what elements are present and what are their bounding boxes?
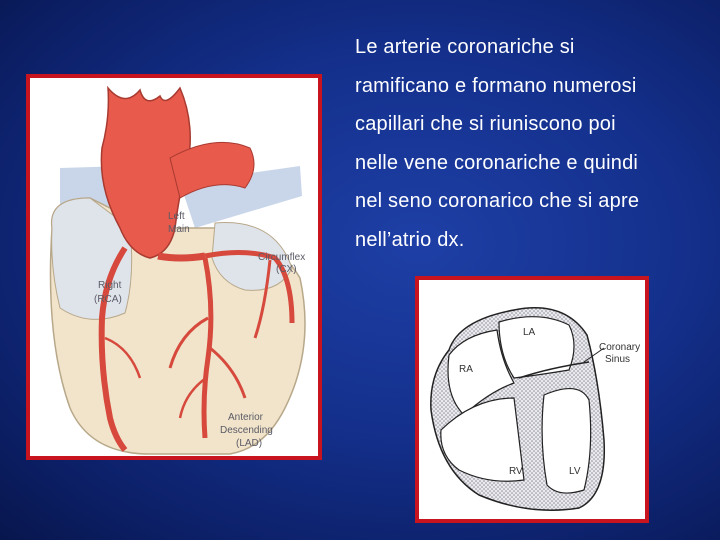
label-la: LA xyxy=(523,327,536,338)
left-atrium-chamber xyxy=(499,317,574,378)
heart-section-diagram xyxy=(419,280,645,519)
heart-section-frame xyxy=(415,276,649,523)
heart-illustration-frame xyxy=(26,74,322,460)
heart-coronary-illustration xyxy=(30,78,318,456)
label-anterior-2: Descending xyxy=(220,425,273,436)
text-line-4: nelle vene coronariche e quindi xyxy=(355,151,639,174)
text-line-2: ramificano e formano numerosi xyxy=(355,74,637,97)
label-right-2: (RCA) xyxy=(94,294,122,305)
label-lv: LV xyxy=(569,466,581,477)
slide-text xyxy=(355,28,705,259)
label-coronary-sinus-2: Sinus xyxy=(605,354,631,365)
left-ventricle-chamber xyxy=(542,389,591,493)
text-line-1: Le arterie coronariche si xyxy=(355,36,575,58)
label-left-main-2: Main xyxy=(168,224,190,235)
text-line-5: nel seno coronarico che si apre xyxy=(355,190,640,212)
label-ra: RA xyxy=(459,364,473,375)
label-anterior-1: Anterior xyxy=(228,412,264,423)
label-circumflex-1: Circumflex xyxy=(258,252,306,263)
label-anterior-3: (LAD) xyxy=(236,438,263,449)
label-right-1: Right xyxy=(98,280,122,291)
left-main-artery xyxy=(158,256,205,258)
label-coronary-sinus-1: Coronary xyxy=(599,342,641,353)
label-left-main-1: Left xyxy=(168,211,185,222)
text-line-3: capillari che si riuniscono poi xyxy=(355,113,616,135)
label-circumflex-2: (CX) xyxy=(276,264,297,275)
text-line-6: nell’atrio dx. xyxy=(355,228,465,251)
label-rv: RV xyxy=(509,466,523,477)
